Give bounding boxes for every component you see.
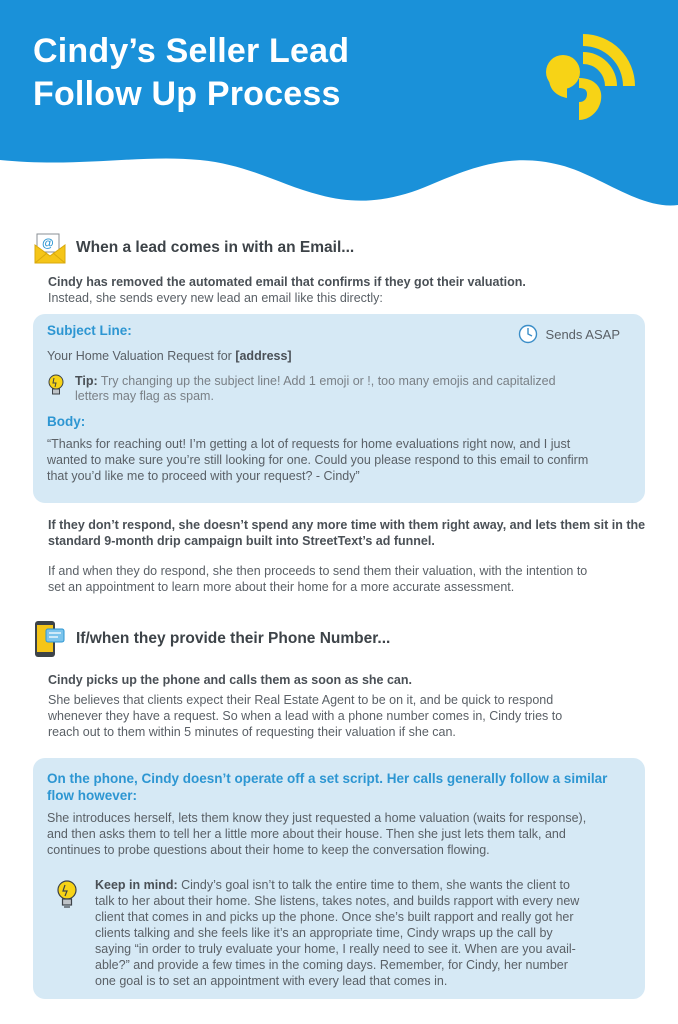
- section-email-title: When a lead comes in with an Email...: [76, 239, 355, 256]
- tip-text: Tip: Try changing up the subject line! Add 1 emoji or !, too many emojis and capitalized letters may flag as spam.: [75, 374, 556, 403]
- phone-explanation: She believes that clients expect their Real Estate Agent to be on it, and be quick to respond whenever they have a request. So when a lead with a phone number comes in, Cindy tries to reach out to them within 5 minutes of requesting their valuation if she can.: [48, 693, 563, 739]
- subject-line-text: Your Home Valuation Request for [address]: [47, 349, 292, 363]
- brand-logo-icon: [543, 28, 643, 123]
- response-note: If and when they do respond, she then proceeds to send them their valuation, with the intention to set an appointment to learn more about their home for a more accurate assessment.: [48, 564, 588, 594]
- page-title: Cindy’s Seller Lead Follow Up Process: [33, 32, 350, 113]
- header-banner: [0, 0, 678, 230]
- subject-tip: [47, 374, 575, 404]
- section-phone-title: If/when they provide their Phone Number...: [76, 630, 391, 647]
- email-intro: Cindy has removed the automated email that confirms if they got their valuation. Instead, she sends every new lead an email like this directly:: [48, 275, 526, 305]
- body-heading: Body:: [47, 414, 86, 429]
- email-body-text: “Thanks for reaching out! I’m getting a lot of requests for home evaluations right now, and I just wanted to make sure you’re still looking for one. Could you please respond to this email to confirm that you’d like me to proceed with your request? - Cindy”: [47, 437, 589, 483]
- section-phone-heading: [34, 620, 390, 658]
- email-template-card: [33, 314, 645, 503]
- clock-icon: [518, 324, 538, 344]
- subject-line-heading: Subject Line:: [47, 323, 132, 338]
- phone-flow-text: She introduces herself, lets them know they just requested a home valuation (waits for response), and then asks them to tell her a little more about their house. Then she just lets them talk, and continues to probe questions about their home to keep the conversation flowing.: [47, 811, 587, 857]
- keep-in-mind-text: Keep in mind: Cindy’s goal isn’t to talk the entire time to them, she wants the client to talk to her about their home. She listens, takes notes, and builds rapport with every new client that comes in and picks up the phone. Once she’s built rapport and really got her clients talking and she feels like it’s an appropriate time, Cindy wraps up the call by saying “in order to truly evaluate your home, I really need to see it. When are you avail- able?” and provide a few times in the coming days. Remember, for Cindy, her number one goal is to set an appointment with every lead that comes in.: [95, 878, 580, 988]
- phone-message-icon: [34, 620, 66, 658]
- svg-text:@: @: [42, 236, 54, 250]
- phone-flow-heading: On the phone, Cindy doesn’t operate off a set script. Her calls generally follow a similar flow however:: [47, 771, 608, 803]
- sends-asap-label: Sends ASAP: [518, 324, 620, 344]
- phone-flow-card: [33, 758, 645, 999]
- lightbulb-icon: [47, 374, 65, 396]
- lightbulb-icon: [55, 880, 79, 908]
- section-email-heading: [34, 231, 354, 265]
- email-envelope-icon: [34, 231, 66, 265]
- no-response-note: If they don’t respond, she doesn’t spend any more time with them right away, and lets them sit in the standard 9-month drip campaign built into StreetText’s ad funnel.: [48, 518, 646, 548]
- phone-intro: Cindy picks up the phone and calls them as soon as she can.: [48, 673, 412, 687]
